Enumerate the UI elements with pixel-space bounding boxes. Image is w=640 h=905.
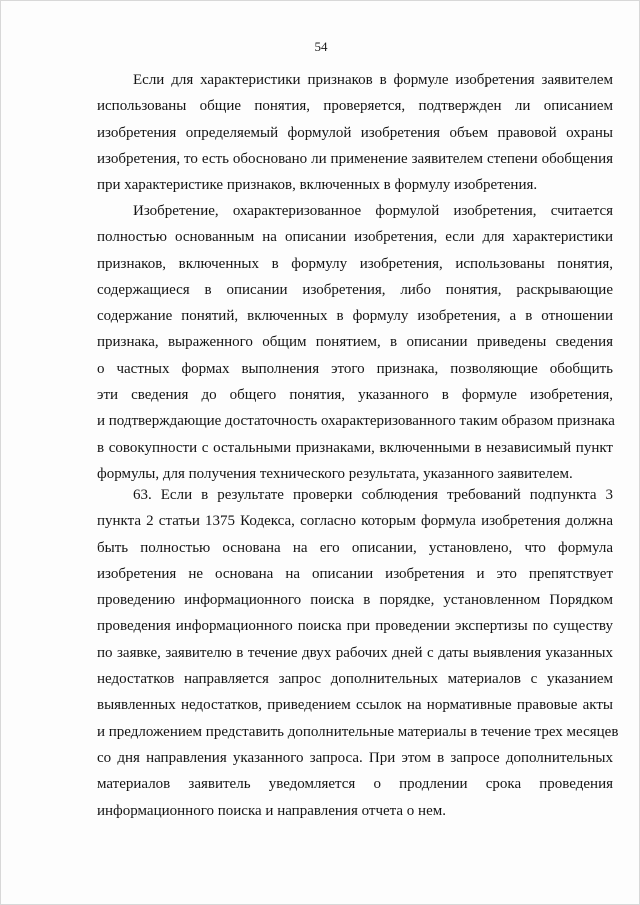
paragraph-line: и предложением представить дополнительные материалы в течение трех месяцев: [97, 723, 619, 740]
page-number: 54: [314, 39, 328, 54]
paragraph-line: содержащиеся в описании изобретения, либо понятия, раскрывающие: [97, 281, 613, 298]
paragraph-line: полностью основанным на описании изобретения, если для характеристики: [97, 229, 613, 246]
paragraph-line: по заявке, заявителю в течение двух рабочих дней с даты выявления указанных: [97, 644, 613, 661]
paragraph-line: проведения информационного поиска при проведении экспертизы по существу: [97, 618, 613, 635]
paragraph-line: о частных формах выполнения этого признака, позволяющие обобщить: [97, 360, 613, 377]
paragraph-line: недостатков направляется запрос дополнительных материалов с указанием: [97, 671, 613, 688]
paragraph-line: использованы общие понятия, проверяется, подтвержден ли описанием: [97, 98, 613, 115]
paragraph-line: эти сведения до общего понятия, указанного в формуле изобретения,: [97, 387, 613, 404]
paragraph-line: проведению информационного поиска в порядке, установленном Порядком: [97, 592, 613, 609]
paragraph-line: признака, выраженного общим понятием, в описании приведены сведения: [97, 334, 613, 351]
paragraph-line: информационного поиска и направления отчета о нем.: [97, 802, 446, 819]
paragraph-line: пункта 2 статьи 1375 Кодекса, согласно которым формула изобретения должна: [97, 513, 613, 530]
paragraph-line: при характеристике признаков, включенных в формулу изобретения.: [97, 177, 538, 194]
paragraph-1: [97, 67, 613, 198]
paragraph-line: изобретения определяемый формулой изобретения объем правовой охраны: [97, 124, 613, 141]
paragraph-line: признаков, включенных в формулу изобретения, использованы понятия,: [97, 255, 613, 272]
paragraph-line: со дня направления указанного запроса. При этом в запросе дополнительных: [97, 749, 613, 766]
paragraph-line: быть полностью основана на его описании, установлено, что формула: [97, 539, 613, 556]
paragraph-3: [97, 482, 619, 824]
paragraph-line: выявленных недостатков, приведением ссылок на нормативные правовые акты: [97, 697, 613, 714]
paragraph-line: в совокупности с остальными признаками, включенными в независимый пункт: [97, 439, 613, 456]
paragraph-line: содержание понятий, включенных в формулу изобретения, а в отношении: [97, 308, 613, 325]
paragraph-line: Если для характеристики признаков в формуле изобретения заявителем: [133, 72, 613, 88]
paragraph-line: Изобретение, охарактеризованное формулой изобретения, считается: [133, 203, 613, 219]
paragraph-2: [97, 198, 613, 487]
paragraph-line: формулы, для получения технического результата, указанного заявителем.: [97, 465, 573, 482]
paragraph-line: материалов заявитель уведомляется о продлении срока проведения: [97, 776, 613, 793]
paragraph-line: изобретения, то есть обосновано ли применение заявителем степени обобщения: [97, 150, 613, 167]
paragraph-line: изобретения не основана на описании изобретения и это препятствует: [97, 565, 613, 582]
paragraph-line: 63. Если в результате проверки соблюдения требований подпункта 3: [133, 487, 613, 503]
paragraph-line: и подтверждающие достаточность охарактеризованного таким образом признака: [97, 413, 615, 430]
